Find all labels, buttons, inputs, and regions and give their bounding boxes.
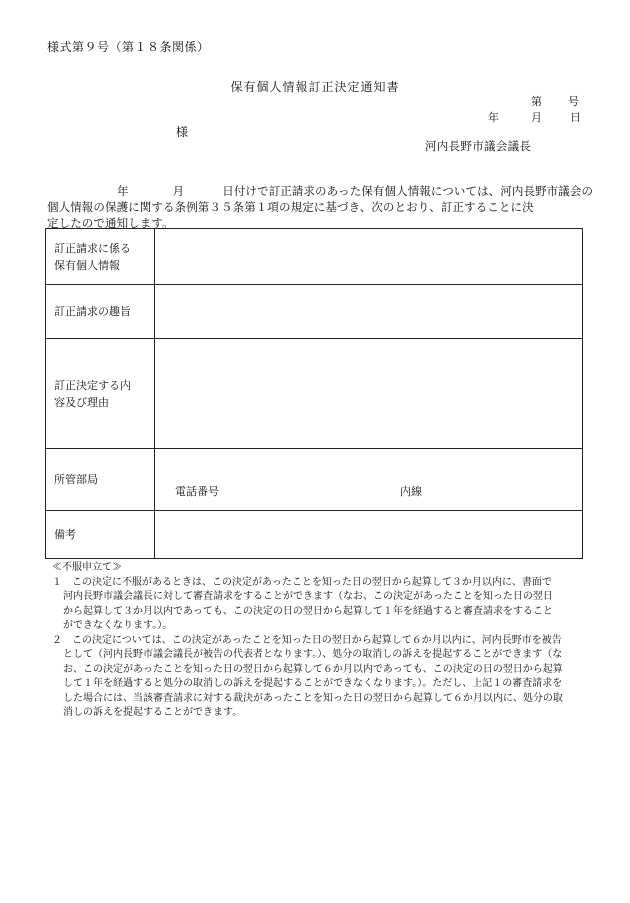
decision-table [45, 228, 583, 559]
document-title: 保有個人情報訂正決定通知書 [230, 80, 400, 94]
note-item-1-line: 河内長野市議会議長に対して審査請求をすることができます（なお、この決定があったことを知った日の翌日 [63, 591, 553, 602]
table-row [46, 339, 583, 449]
table-row [46, 229, 583, 285]
addressee-suffix: 様 [176, 125, 189, 139]
note-item-2-line: お、この決定があったことを知った日の翌日から起算して６か月以内であっても、この決定の日の翌日から起算 [63, 663, 563, 675]
row-value-department[interactable] [155, 449, 583, 511]
date-day: 日 [570, 111, 581, 124]
table-row [46, 449, 583, 511]
body-line1-rest: 日付けで訂正請求のあった保有個人情報については、河内長野市議会の [222, 184, 594, 198]
row-value-reason[interactable] [155, 339, 583, 449]
row-label-purpose: 訂正請求の趣旨 [46, 285, 155, 339]
row-value-info[interactable] [155, 229, 583, 285]
table-row [46, 285, 583, 339]
note-item-2-line: した場合には、当該審査請求に対する裁決があったことを知った日の翌日から起算して６か月以内に、処分の取 [63, 692, 563, 704]
row-value-purpose[interactable] [155, 285, 583, 339]
phone-label: 電話番号 [175, 485, 219, 498]
note-item-2-line: して１年を経過すると処分の取消しの訴えを提起することができなくなります。）。ただし、上記１の審査請求を [63, 678, 563, 689]
doc-number-dai: 第 [531, 95, 542, 108]
note-item-2-line: ２ この決定については、この決定があったことを知った日の翌日から起算して６か月以内に、河内長野市を被告 [52, 634, 562, 646]
extension-label: 内線 [400, 485, 422, 498]
sender-name: 河内長野市議会議長 [425, 139, 532, 153]
form-number: 様式第９号（第１８条関係） [47, 40, 210, 54]
row-label-reason: 訂正決定する内 容及び理由 [46, 339, 155, 449]
note-item-1-line: から起算して３か月以内であっても、この決定の日の翌日から起算して１年を経過すると審査請求をすること [63, 605, 553, 617]
notes-heading: ≪不服申立て≫ [52, 562, 122, 573]
body-line-3: 定したので通知します。 [47, 216, 174, 230]
note-item-1-line: １ この決定に不服があるときは、この決定があったことを知った日の翌日から起算して３か月以内に、書面で [52, 576, 552, 588]
doc-number-go: 号 [568, 95, 579, 108]
body-line-1 [47, 183, 593, 199]
note-item-2-line: として（河内長野市議会議長が被告の代表者となります。）、処分の取消しの訴えを提起することができます（な [63, 649, 563, 660]
body-year: 年 [117, 184, 129, 198]
body-line-2: 個人情報の保護に関する条例第３５条第１項の規定に基づき、次のとおり、訂正することに決 [47, 200, 534, 214]
date-year: 年 [488, 111, 499, 124]
row-label-remarks: 備考 [46, 511, 155, 559]
date-month: 月 [531, 111, 542, 124]
row-value-remarks[interactable] [155, 511, 583, 559]
row-label-info: 訂正請求に係る 保有個人情報 [46, 229, 155, 285]
appeal-notes [52, 561, 592, 721]
table-row [46, 511, 583, 559]
body-month: 月 [172, 184, 185, 198]
note-item-2-line: 消しの訴えを提起することができます。 [63, 707, 243, 718]
note-item-1-line: ができなくなります。）。 [63, 620, 173, 631]
row-label-department: 所管部局 [46, 449, 155, 511]
